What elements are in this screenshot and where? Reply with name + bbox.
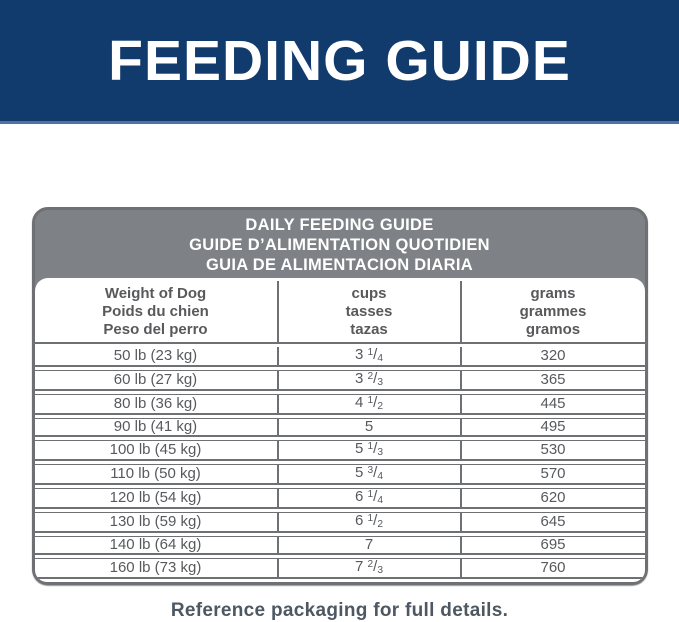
weight-cell: 160 lb (73 kg): [35, 558, 279, 579]
weight-cell: 90 lb (41 kg): [35, 418, 279, 437]
table-row: [35, 418, 645, 437]
footer-note: Reference packaging for full details.: [170, 600, 509, 621]
col-header-weight-es: Peso del perro: [103, 321, 208, 338]
weight-cell: 80 lb (36 kg): [35, 394, 279, 415]
weight-cell: 110 lb (50 kg): [35, 464, 279, 485]
table-row: [35, 536, 645, 555]
grams-cell: 760: [462, 558, 645, 579]
grams-cell: 620: [462, 488, 645, 509]
cups-cell: 7 $^2/_3$: [279, 558, 462, 579]
weight-cell: 130 lb (59 kg): [35, 512, 279, 533]
table-row: [35, 558, 645, 579]
table-title-english: DAILY FEEDING GUIDE: [245, 216, 434, 234]
table-row: [35, 488, 645, 509]
daily-feeding-guide-table: [32, 207, 648, 585]
grams-cell: 365: [462, 370, 645, 391]
cups-cell: 5 $^3/_4$: [279, 464, 462, 485]
cups-cell: 5 $^1/_3$: [279, 440, 462, 461]
col-header-weight-fr: Poids du chien: [102, 303, 209, 320]
weight-cell: 60 lb (27 kg): [35, 370, 279, 391]
footer: [0, 600, 679, 622]
grams-cell: 320: [462, 347, 645, 367]
table-panel: [35, 278, 645, 582]
grams-cell: 645: [462, 512, 645, 533]
col-header-weight: [35, 281, 279, 344]
weight-cell: 50 lb (23 kg): [35, 347, 279, 367]
cups-cell: 6 $^1/_2$: [279, 512, 462, 533]
table-row: [35, 394, 645, 415]
col-header-weight-en: Weight of Dog: [104, 285, 207, 302]
col-header-cups-fr: tasses: [345, 303, 393, 320]
table-title-french: GUIDE D’ALIMENTATION QUOTIDIEN: [189, 236, 490, 254]
col-header-cups-es: tazas: [350, 321, 388, 338]
weight-cell: 100 lb (45 kg): [35, 440, 279, 461]
table-row: [35, 370, 645, 391]
table-row: [35, 347, 645, 367]
table-row: [35, 440, 645, 461]
col-header-grams: [462, 281, 645, 344]
cups-cell: 5: [279, 418, 462, 437]
cups-cell: 4 $^1/_2$: [279, 394, 462, 415]
cups-cell: 7: [279, 536, 462, 555]
cups-cell: 6 $^1/_4$: [279, 488, 462, 509]
page-title: FEEDING GUIDE: [108, 28, 571, 93]
table-row: [35, 464, 645, 485]
column-header-row: [35, 281, 645, 344]
cups-cell: 3 $^1/_4$: [279, 347, 462, 367]
table-title: [35, 210, 645, 278]
table-title-spanish: GUIA DE ALIMENTACION DIARIA: [206, 256, 473, 274]
col-header-cups: [279, 281, 462, 344]
grams-cell: 530: [462, 440, 645, 461]
table-row: [35, 512, 645, 533]
cups-cell: 3 $^2/_3$: [279, 370, 462, 391]
col-header-grams-en: grams: [530, 285, 576, 302]
grams-cell: 495: [462, 418, 645, 437]
grams-cell: 445: [462, 394, 645, 415]
grams-cell: 695: [462, 536, 645, 555]
feeding-data-table: [35, 278, 645, 582]
col-header-grams-fr: grammes: [519, 303, 587, 320]
col-header-grams-es: gramos: [525, 321, 581, 338]
col-header-cups-en: cups: [351, 285, 387, 302]
grams-cell: 570: [462, 464, 645, 485]
weight-cell: 140 lb (64 kg): [35, 536, 279, 555]
weight-cell: 120 lb (54 kg): [35, 488, 279, 509]
banner: [0, 0, 679, 124]
